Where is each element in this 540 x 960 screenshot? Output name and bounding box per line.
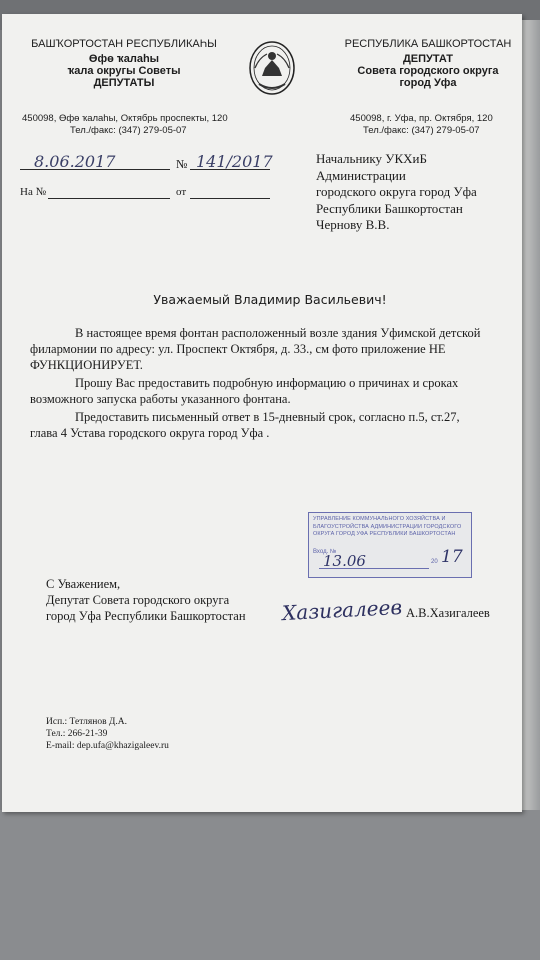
number-line	[190, 169, 270, 170]
incoming-stamp	[308, 512, 472, 578]
reference-number-label: На №	[20, 186, 47, 198]
letterhead-right-line4: город Уфа	[399, 77, 457, 89]
letterhead-right-address: 450098, г. Уфа, пр. Октября, 120	[350, 113, 493, 124]
body-line: филармонии по адресу: ул. Проспект Октября, д. 33., см фото приложение НЕ	[30, 342, 446, 356]
reference-number-line	[48, 198, 170, 199]
stamp-year: 17	[441, 547, 463, 567]
reference-date-label: от	[176, 186, 187, 198]
body-line: ФУНКЦИОНИРУЕТ.	[30, 358, 143, 372]
signatory-name: А.В.Хазигалеев	[406, 606, 490, 620]
addressee-line: Администрации	[316, 167, 406, 183]
letterhead-right-line1: РЕСПУБЛИКА БАШКОРТОСТАН	[344, 38, 512, 50]
paper-edge	[522, 20, 540, 810]
letterhead-right	[338, 38, 518, 89]
body-line: возможного запуска работы указанного фонтана.	[30, 392, 291, 406]
outgoing-number-label: №	[176, 157, 188, 171]
letterhead-right-line3: Совета городского округа	[357, 65, 499, 77]
date-line	[20, 169, 170, 170]
letterhead-left-line4: ДЕПУТАТЫ	[93, 77, 155, 89]
addressee-line: Чернову В.В.	[316, 217, 390, 232]
background-surface	[0, 810, 540, 960]
letterhead-left-line3: ҡала округы Советы	[67, 65, 181, 77]
executor-email: E-mail: dep.ufa@khazigaleev.ru	[46, 741, 169, 751]
outgoing-date: 8.06.2017	[34, 152, 116, 171]
addressee-block	[316, 151, 516, 234]
addressee-line: городского округа город Уфа	[316, 184, 477, 199]
addressee-line: Начальнику УКХиБ	[316, 151, 427, 166]
stamp-date-line	[319, 568, 429, 569]
letterhead-right-phone: Тел./факс: (347) 279-05-07	[363, 125, 480, 136]
letterhead-left-line1: БАШҠОРТОСТАН РЕСПУБЛИКАҺЫ	[31, 38, 217, 50]
stamp-date: 13.06	[323, 552, 366, 570]
letter-body	[30, 325, 500, 441]
salutation: Уважаемый Владимир Васильевич!	[153, 292, 387, 307]
footer-contacts	[46, 716, 169, 752]
executor-phone: Тел.: 266-21-39	[46, 729, 108, 739]
body-line: Прошу Вас предоставить подробную информацию о причинах и сроках	[75, 376, 459, 390]
body-line: Предоставить письменный ответ в 15-дневный срок, согласно п.5, ст.27,	[75, 410, 460, 424]
addressee-line: Республики Башкортостан	[316, 200, 463, 216]
stamp-line: УПРАВЛЕНИЕ КОММУНАЛЬНОГО ХОЗЯЙСТВА И	[313, 516, 446, 522]
closing: С Уважением,	[46, 577, 121, 591]
letterhead-left-address: 450098, Өфө ҡалаһы, Октябрь проспекты, 120	[22, 113, 228, 124]
emblem-icon	[247, 38, 297, 96]
executor: Исп.: Тетлянов Д.А.	[46, 717, 128, 727]
signatory-title-line: Депутат Совета городского округа	[46, 593, 230, 607]
letterhead-left-line2: Өфө ҡалаһы	[88, 53, 160, 65]
stamp-year-prefix: 20	[431, 559, 438, 565]
stamp-line: ОКРУГА ГОРОД УФА РЕСПУБЛИКИ БАШКОРТОСТАН	[313, 531, 456, 537]
outgoing-number: 141/2017	[196, 152, 273, 171]
body-line: В настоящее время фонтан расположенный возле здания Уфимской детской	[75, 326, 481, 340]
letterhead-left-phone: Тел./факс: (347) 279-05-07	[70, 125, 187, 136]
body-line: глава 4 Устава городского округа город Уфа .	[30, 426, 270, 440]
letterhead-left	[24, 38, 224, 89]
stamp-line: БЛАГОУСТРОЙСТВА АДМИНИСТРАЦИИ ГОРОДСКОГО	[313, 523, 462, 530]
handwritten-signature: Хазигалеев	[281, 594, 403, 626]
stamp-in-label: Вход. №	[313, 549, 337, 555]
letterhead-right-line2: ДЕПУТАТ	[402, 53, 454, 65]
signature-block	[46, 576, 246, 624]
signatory-title-line: город Уфа Республики Башкортостан	[46, 609, 246, 623]
reference-date-line	[190, 198, 270, 199]
